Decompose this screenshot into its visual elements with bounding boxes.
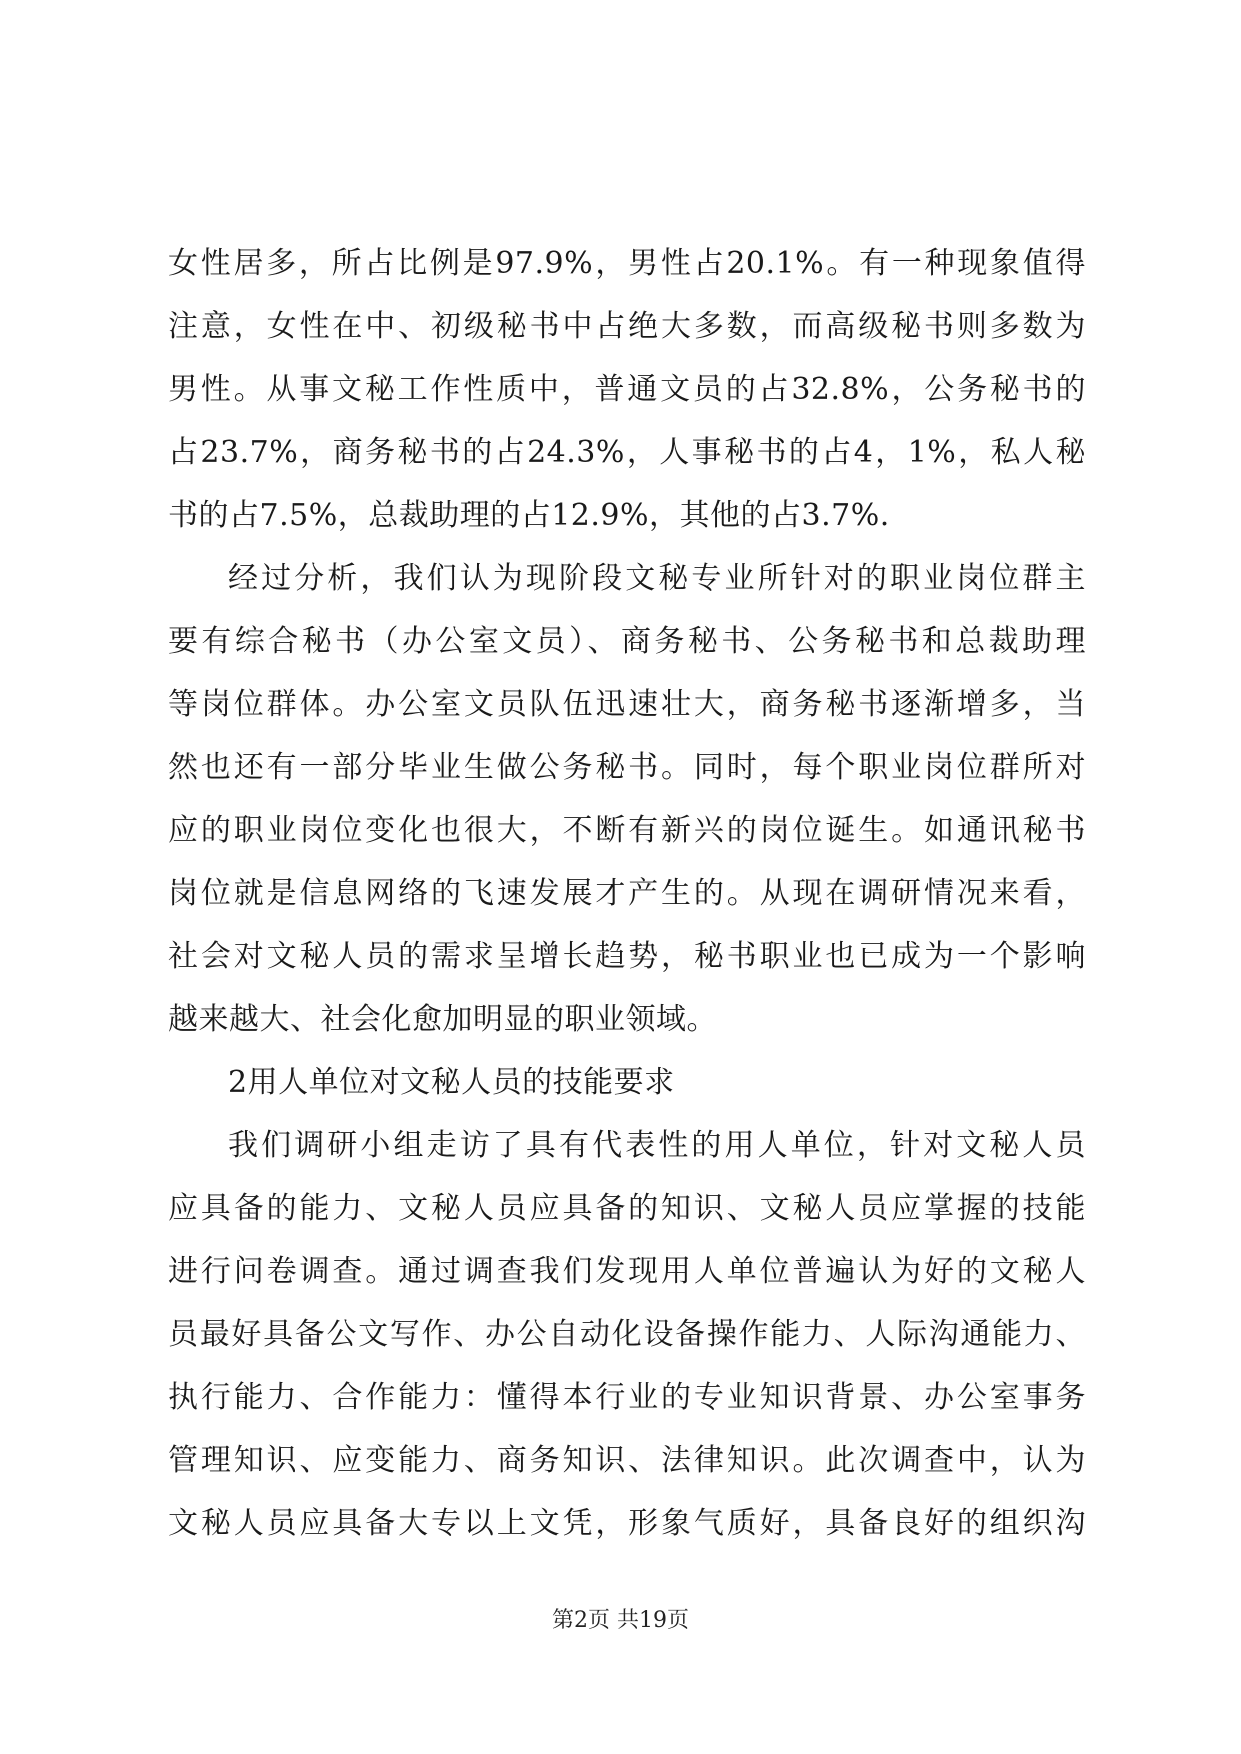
page-footer: 第2页 共19页 [552, 1608, 689, 1633]
text-line: 要有综合秘书（办公室文员）、商务秘书、公务秘书和总裁助理 [168, 624, 1086, 659]
text-line: 进行问卷调查。通过调查我们发现用人单位普遍认为好的文秘人 [168, 1254, 1086, 1289]
text-line: 男性。从事文秘工作性质中，普通文员的占32.8%，公务秘书的 [168, 372, 1086, 407]
text-line: 女性居多，所占比例是97.9%，男性占20.1%。有一种现象值得 [168, 246, 1086, 281]
text-line: 岗位就是信息网络的飞速发展才产生的。从现在调研情况来看， [168, 876, 1086, 911]
text-line: 应的职业岗位变化也很大，不断有新兴的岗位诞生。如通讯秘书 [168, 813, 1086, 848]
body-text [168, 232, 1086, 1555]
text-line: 文秘人员应具备大专以上文凭，形象气质好，具备良好的组织沟 [168, 1506, 1086, 1541]
text-line: 越来越大、社会化愈加明显的职业领域。 [168, 1002, 717, 1037]
text-line: 员最好具备公文写作、办公自动化设备操作能力、人际沟通能力、 [168, 1317, 1086, 1352]
text-line: 书的占7.5%，总裁助理的占12.9%，其他的占3.7%. [168, 498, 890, 533]
text-line: 执行能力、合作能力：懂得本行业的专业知识背景、办公室事务 [168, 1380, 1086, 1415]
text-line: 我们调研小组走访了具有代表性的用人单位，针对文秘人员 [228, 1128, 1086, 1163]
text-line: 经过分析，我们认为现阶段文秘专业所针对的职业岗位群主 [228, 561, 1086, 596]
text-line: 然也还有一部分毕业生做公务秘书。同时，每个职业岗位群所对 [168, 750, 1086, 785]
text-line: 管理知识、应变能力、商务知识、法律知识。此次调查中，认为 [168, 1443, 1086, 1478]
text-line: 等岗位群体。办公室文员队伍迅速壮大，商务秘书逐渐增多，当 [168, 687, 1086, 722]
text-line: 注意，女性在中、初级秘书中占绝大多数，而高级秘书则多数为 [168, 309, 1086, 344]
text-line: 应具备的能力、文秘人员应具备的知识、文秘人员应掌握的技能 [168, 1191, 1086, 1226]
text-line: 占23.7%，商务秘书的占24.3%，人事秘书的占4，1%，私人秘 [168, 435, 1086, 470]
section-heading: 2用人单位对文秘人员的技能要求 [228, 1065, 675, 1100]
text-line: 社会对文秘人员的需求呈增长趋势，秘书职业也已成为一个影响 [168, 939, 1086, 974]
